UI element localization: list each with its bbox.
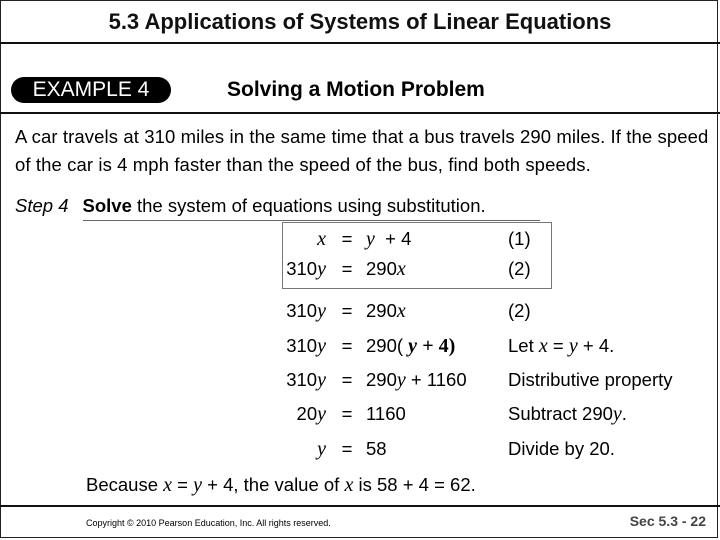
- solution-row-4-equals: =: [341, 403, 353, 424]
- solution-row-1-note: (2): [508, 300, 531, 321]
- problem-statement: A car travels at 310 miles in the same time that a bus travels 290 miles. If the speed of the car is 4 mph faster than the speed of the bus, find both speeds.: [15, 126, 709, 175]
- title-divider: [0, 42, 720, 44]
- solution-row-3-equals: =: [341, 369, 353, 390]
- step-underline: [83, 220, 540, 221]
- copyright-notice: Copyright © 2010 Pearson Education, Inc. All rights reserved.: [86, 518, 331, 528]
- solution-row-3-note: Distributive property: [508, 369, 673, 390]
- solution-row-4-note: Subtract 290y.: [508, 403, 627, 425]
- system-row-2-rhs: 290x: [366, 258, 406, 280]
- step-heading: [15, 195, 486, 217]
- solution-row-4-rhs: 1160: [366, 403, 406, 424]
- solution-row-3-rhs: 290y + 1160: [366, 369, 467, 391]
- example-subtitle: Solving a Motion Problem: [227, 78, 485, 101]
- system-row-2-label: (2): [508, 258, 531, 279]
- system-row-1-label: (1): [508, 228, 531, 249]
- solution-row-4-lhs: 20y: [296, 403, 326, 425]
- solution-row-3-lhs: 310y: [286, 369, 326, 391]
- solution-row-2-note: Let x = y + 4.: [508, 335, 615, 357]
- step-number: Step 4: [15, 195, 69, 216]
- step-text: the system of equations using substitution.: [131, 195, 486, 216]
- solution-row-5-lhs: y: [317, 438, 326, 460]
- system-row-1-equals: =: [341, 228, 353, 249]
- footer-divider: [0, 505, 720, 507]
- conclusion-text: Because x = y + 4, the value of x is 58 + 4 = 62.: [86, 474, 476, 496]
- header-divider: [0, 112, 720, 114]
- system-row-2-equals: =: [341, 258, 353, 279]
- system-row-2-lhs: 310y: [286, 258, 326, 280]
- solution-row-5-note: Divide by 20.: [508, 438, 615, 459]
- solution-row-1-lhs: 310y: [286, 300, 326, 322]
- solution-row-2-lhs: 310y: [286, 335, 326, 357]
- step-keyword: Solve: [82, 195, 132, 216]
- solution-row-5-equals: =: [341, 438, 353, 459]
- system-row-1-rhs: y + 4: [366, 228, 412, 250]
- example-badge: EXAMPLE 4: [11, 77, 171, 103]
- slide-title: 5.3 Applications of Systems of Linear Equations: [108, 9, 612, 34]
- system-row-1-lhs: x: [317, 228, 326, 250]
- solution-row-2-rhs: 290( y + 4): [366, 335, 456, 357]
- solution-row-1-rhs: 290x: [366, 300, 406, 322]
- solution-row-1-equals: =: [341, 300, 353, 321]
- solution-row-2-equals: =: [341, 335, 353, 356]
- solution-row-5-rhs: 58: [366, 438, 387, 459]
- page-number: Sec 5.3 - 22: [629, 513, 706, 529]
